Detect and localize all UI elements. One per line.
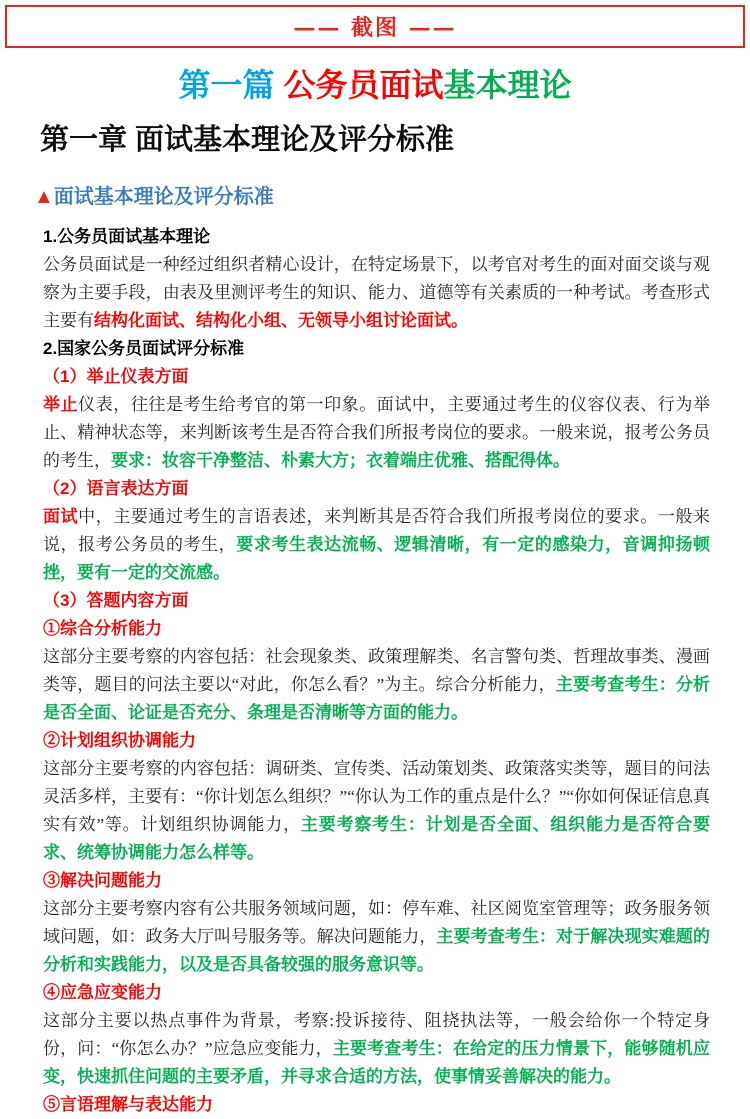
paragraph-comprehensive-analysis: [43, 643, 710, 727]
part-title-green-segment: 基本理论: [443, 67, 572, 103]
chapter-title: 第一章 面试基本理论及评分标准: [40, 124, 455, 156]
red-subheading-manner: （1）举止仪表方面: [43, 367, 189, 386]
paragraph-emergency-response: [43, 1007, 710, 1091]
section-header: [34, 185, 710, 210]
text-run-highlight: 主要考查考生：对于解决现实难题的分析和实践能力，以及是否具备较强的服务意识等。: [43, 927, 711, 974]
text-run-highlight: 结构化面试、结构化小组、无领导小组讨论面试。: [94, 311, 468, 330]
text-run-highlight: 要求：妆容干净整洁、朴素大方；衣着端庄优雅、搭配得体。: [111, 451, 570, 470]
paragraph-planning-coordination: [43, 755, 710, 867]
text-run: 这部分主要考察的内容包括：调研类、宣传类、活动策划类、政策落实类等，题目的问法灵活多样，主要有：“你计划怎么组织？”“你认为工作的重点是什么？”“你如何保证信息真实有效”等。计划组织协调能力，: [43, 759, 710, 834]
red-subheading-answer-content: （3）答题内容方面: [43, 591, 189, 610]
subheading-basic-theory: 1.公务员面试基本理论: [43, 227, 211, 246]
part-title: [0, 65, 750, 105]
section-header-label: 面试基本理论及评分标准: [53, 186, 274, 208]
red-subheading-comprehensive-analysis: ①综合分析能力: [43, 619, 162, 638]
subheading-scoring-standard: 2.国家公务员面试评分标准: [43, 339, 245, 358]
red-subheading-language: （2）语言表达方面: [43, 479, 189, 498]
text-run-highlight: 主要考查考生：分析是否全面、论证是否充分、条理是否清晰等方面的能力。: [43, 675, 711, 722]
paragraph-basic-theory: [43, 251, 710, 335]
banner-label: —— 截图 ——: [293, 15, 457, 41]
text-run: 这部分主要考察的内容包括：社会现象类、政策理解类、名言警句类、哲理故事类、漫画类等，题目的问法主要以“对此，你怎么看？”为主。综合分析能力，: [43, 647, 710, 694]
part-title-red-segment: 公务员面试: [283, 67, 444, 103]
text-run: 公务员面试是一种经过组织者精心设计，在特定场景下，以考官对考生的面对面交谈与观察为主要手段，由表及里测评考生的知识、能力、道德等有关素质的一种考试。考查形式主要有: [43, 255, 710, 330]
red-subheading-planning-coordination: ②计划组织协调能力: [43, 731, 196, 750]
text-run: 仪表，往往是考生给考官的第一印象。面试中，主要通过考生的仪容仪表、行为举止、精神状态等，来判断该考生是否符合我们所报考岗位的要求。一般来说，报考公务员的考生，: [43, 395, 711, 470]
triangle-icon: ▲: [34, 186, 54, 208]
text-run-highlight: 主要考察考生：计划是否全面、组织能力是否符合要求、统筹协调能力怎么样等。: [43, 815, 710, 862]
text-run-highlight: 举止: [43, 395, 79, 414]
text-run-highlight: 主要考查考生：在给定的压力情景下，能够随机应变，快速抓住问题的主要矛盾，并寻求合适的方法，使事情妥善解决的能力。: [43, 1039, 711, 1086]
red-subheading-verbal-comprehension: ⑤言语理解与表达能力: [43, 1095, 213, 1114]
red-subheading-problem-solving: ③解决问题能力: [43, 871, 162, 890]
paragraph-manner: [43, 391, 710, 475]
text-run: 中，主要通过考生的言语表述，来判断其是否符合我们所报考岗位的要求。一般来说，报考公务员的考生，: [43, 507, 711, 554]
text-run: 这部分主要以热点事件为背景，考察:投诉接待、阻挠执法等，一般会给你一个特定身份，问：“你怎么办？”应急应变能力，: [43, 1011, 710, 1058]
document-body: [43, 223, 710, 1119]
paragraph-language: [43, 503, 710, 587]
part-title-number: 第一篇: [178, 67, 284, 103]
screenshot-banner: [5, 5, 745, 48]
text-run-highlight: 要求考生表达流畅、逻辑清晰，有一定的感染力，音调抑扬顿挫，要有一定的交流感。: [43, 535, 711, 582]
text-run-highlight: 面试: [43, 507, 79, 526]
red-subheading-emergency-response: ④应急应变能力: [43, 983, 162, 1002]
document-page: [0, 5, 750, 1119]
text-run: 这部分主要考察内容有公共服务领域问题，如：停车难、社区阅览室管理等；政务服务领域问题，如：政务大厅叫号服务等。解决问题能力，: [43, 899, 710, 946]
paragraph-problem-solving: [43, 895, 710, 979]
